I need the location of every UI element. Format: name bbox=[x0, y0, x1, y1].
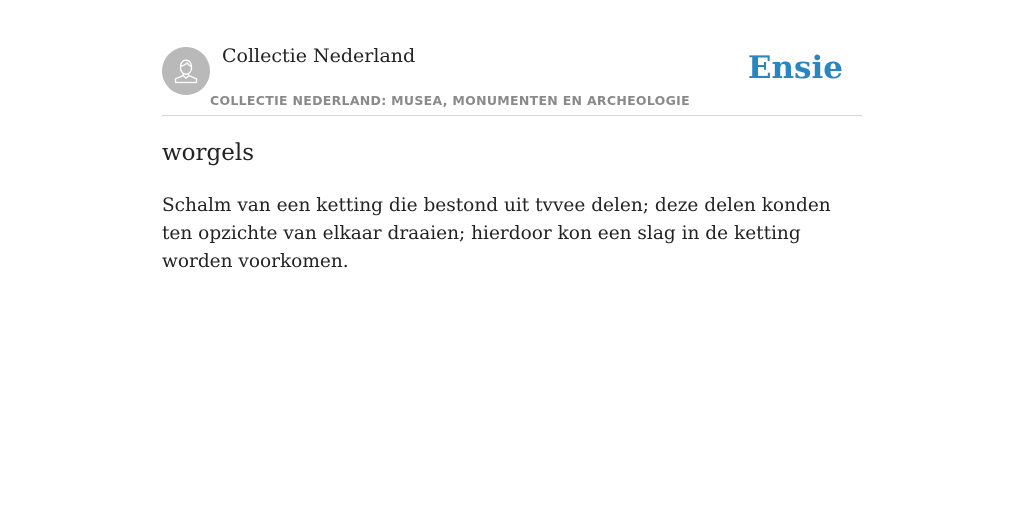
avatar[interactable] bbox=[162, 47, 210, 95]
user-icon bbox=[171, 56, 201, 86]
entry-header bbox=[162, 0, 862, 116]
entry-card bbox=[162, 0, 862, 272]
brand-logo[interactable]: Ensie bbox=[747, 50, 843, 86]
author-link[interactable]: Collectie Nederland bbox=[222, 45, 416, 67]
author-subtitle: COLLECTIE NEDERLAND: MUSEA, MONUMENTEN EN ARCHEOLOGIE bbox=[210, 93, 690, 108]
entry-title: worgels bbox=[162, 140, 255, 166]
entry-definition: Schalm van een ketting die bestond uit tvvee delen; deze delen konden ten opzichte van elkaar draaien; hierdoor kon een slag in de ketting worden voorkomen. bbox=[162, 195, 831, 272]
